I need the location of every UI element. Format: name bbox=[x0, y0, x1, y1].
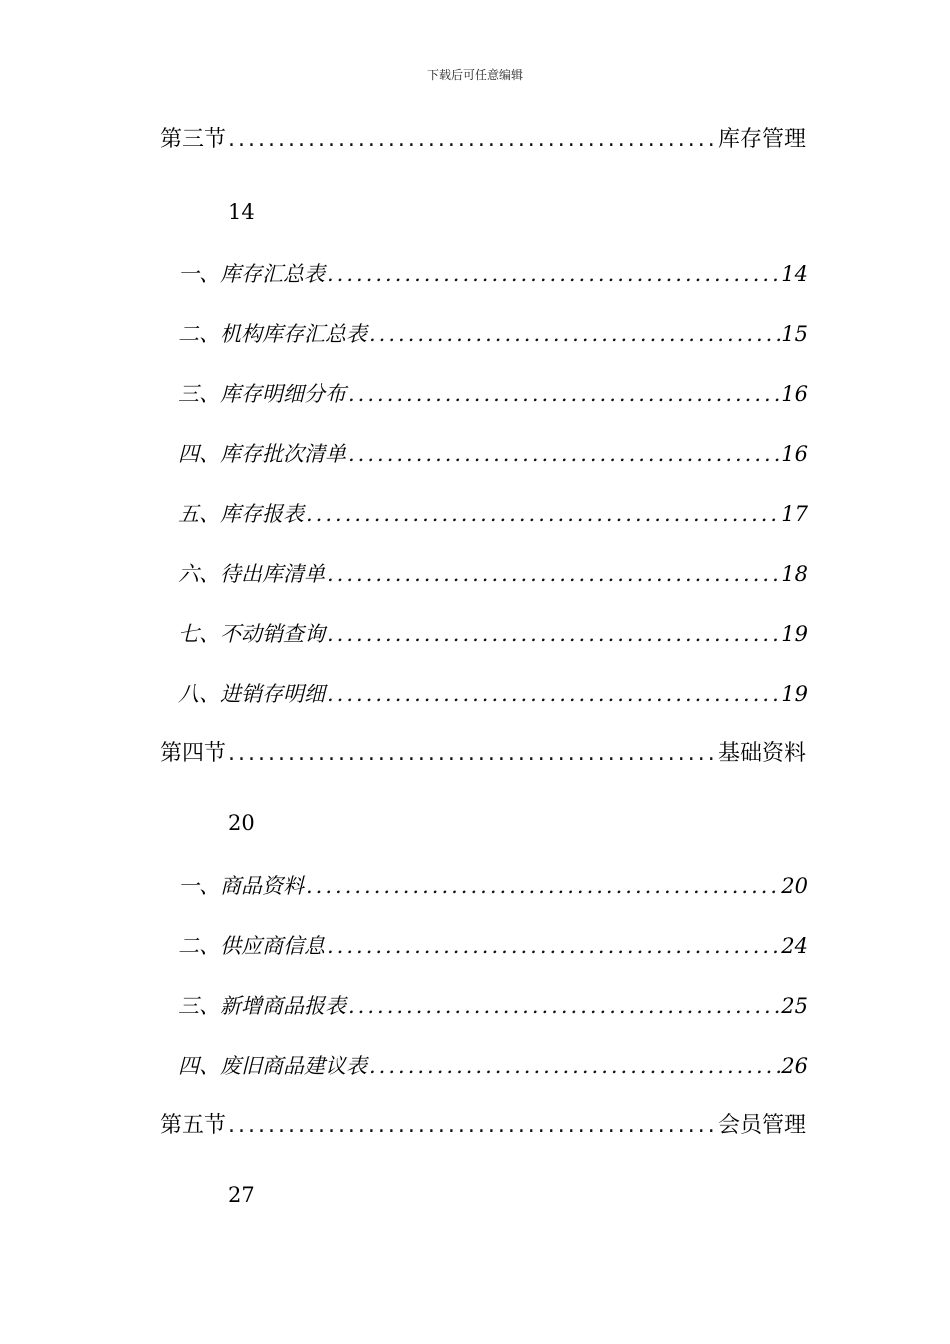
section-label: 第四节 bbox=[160, 741, 227, 766]
item-number: 四、 bbox=[178, 442, 220, 466]
dot-leader bbox=[325, 262, 781, 286]
toc-item[interactable] bbox=[178, 498, 808, 528]
section-page-number: 27 bbox=[228, 1183, 255, 1207]
toc-item[interactable] bbox=[178, 258, 808, 288]
dot-leader bbox=[304, 502, 781, 526]
item-page-number: 14 bbox=[781, 262, 808, 286]
item-page-number: 19 bbox=[781, 622, 808, 646]
section-page-number: 14 bbox=[228, 200, 255, 224]
item-number: 一、 bbox=[178, 874, 220, 898]
toc-item[interactable] bbox=[178, 438, 808, 468]
item-number: 八、 bbox=[178, 682, 220, 706]
item-number: 二、 bbox=[178, 322, 220, 346]
item-title: 机构库存汇总表 bbox=[220, 322, 367, 346]
item-number: 一、 bbox=[178, 262, 220, 286]
item-page-number: 20 bbox=[781, 874, 808, 898]
page-header-note: 下载后可任意编辑 bbox=[426, 68, 523, 82]
toc-item[interactable] bbox=[178, 318, 808, 348]
item-title: 库存报表 bbox=[220, 502, 304, 526]
toc-section-3[interactable] bbox=[160, 122, 806, 153]
section-label: 第三节 bbox=[160, 127, 227, 152]
item-title: 库存明细分布 bbox=[220, 382, 346, 406]
dot-leader bbox=[325, 622, 781, 646]
item-page-number: 19 bbox=[781, 682, 808, 706]
toc-item[interactable] bbox=[178, 990, 808, 1020]
item-title: 商品资料 bbox=[220, 874, 304, 898]
dot-leader bbox=[226, 741, 718, 766]
dot-leader bbox=[226, 127, 718, 152]
toc-item[interactable] bbox=[178, 678, 808, 708]
item-page-number: 25 bbox=[781, 994, 808, 1018]
dot-leader bbox=[325, 682, 781, 706]
section-title: 库存管理 bbox=[717, 127, 806, 152]
item-title: 新增商品报表 bbox=[220, 994, 346, 1018]
item-number: 六、 bbox=[178, 562, 220, 586]
item-number: 三、 bbox=[178, 382, 220, 406]
item-title: 供应商信息 bbox=[220, 934, 325, 958]
item-number: 四、 bbox=[178, 1054, 220, 1078]
item-page-number: 17 bbox=[781, 502, 808, 526]
item-title: 废旧商品建议表 bbox=[220, 1054, 367, 1078]
section-label: 第五节 bbox=[160, 1113, 227, 1138]
item-page-number: 15 bbox=[781, 322, 808, 346]
toc-section-4[interactable] bbox=[160, 736, 806, 767]
section-title: 基础资料 bbox=[717, 741, 806, 766]
dot-leader bbox=[325, 934, 781, 958]
item-number: 三、 bbox=[178, 994, 220, 1018]
dot-leader bbox=[325, 562, 781, 586]
item-title: 进销存明细 bbox=[220, 682, 325, 706]
dot-leader bbox=[346, 994, 781, 1018]
item-page-number: 16 bbox=[781, 442, 808, 466]
dot-leader bbox=[367, 322, 781, 346]
dot-leader bbox=[304, 874, 781, 898]
toc-item[interactable] bbox=[178, 378, 808, 408]
toc-item[interactable] bbox=[178, 558, 808, 588]
dot-leader bbox=[346, 382, 781, 406]
toc-item[interactable] bbox=[178, 930, 808, 960]
item-title: 待出库清单 bbox=[220, 562, 325, 586]
toc-section-5[interactable] bbox=[160, 1108, 806, 1139]
item-page-number: 16 bbox=[781, 382, 808, 406]
toc-item[interactable] bbox=[178, 618, 808, 648]
item-number: 七、 bbox=[178, 622, 220, 646]
item-page-number: 24 bbox=[781, 934, 808, 958]
item-title: 不动销查询 bbox=[220, 622, 325, 646]
item-title: 库存汇总表 bbox=[220, 262, 325, 286]
item-page-number: 18 bbox=[781, 562, 808, 586]
dot-leader bbox=[367, 1054, 781, 1078]
toc-item[interactable] bbox=[178, 1050, 808, 1080]
item-title: 库存批次清单 bbox=[220, 442, 346, 466]
dot-leader bbox=[346, 442, 781, 466]
section-page-number: 20 bbox=[228, 811, 255, 835]
item-number: 五、 bbox=[178, 502, 220, 526]
item-page-number: 26 bbox=[781, 1054, 808, 1078]
toc-item[interactable] bbox=[178, 870, 808, 900]
section-title: 会员管理 bbox=[717, 1113, 806, 1138]
dot-leader bbox=[226, 1113, 718, 1138]
item-number: 二、 bbox=[178, 934, 220, 958]
